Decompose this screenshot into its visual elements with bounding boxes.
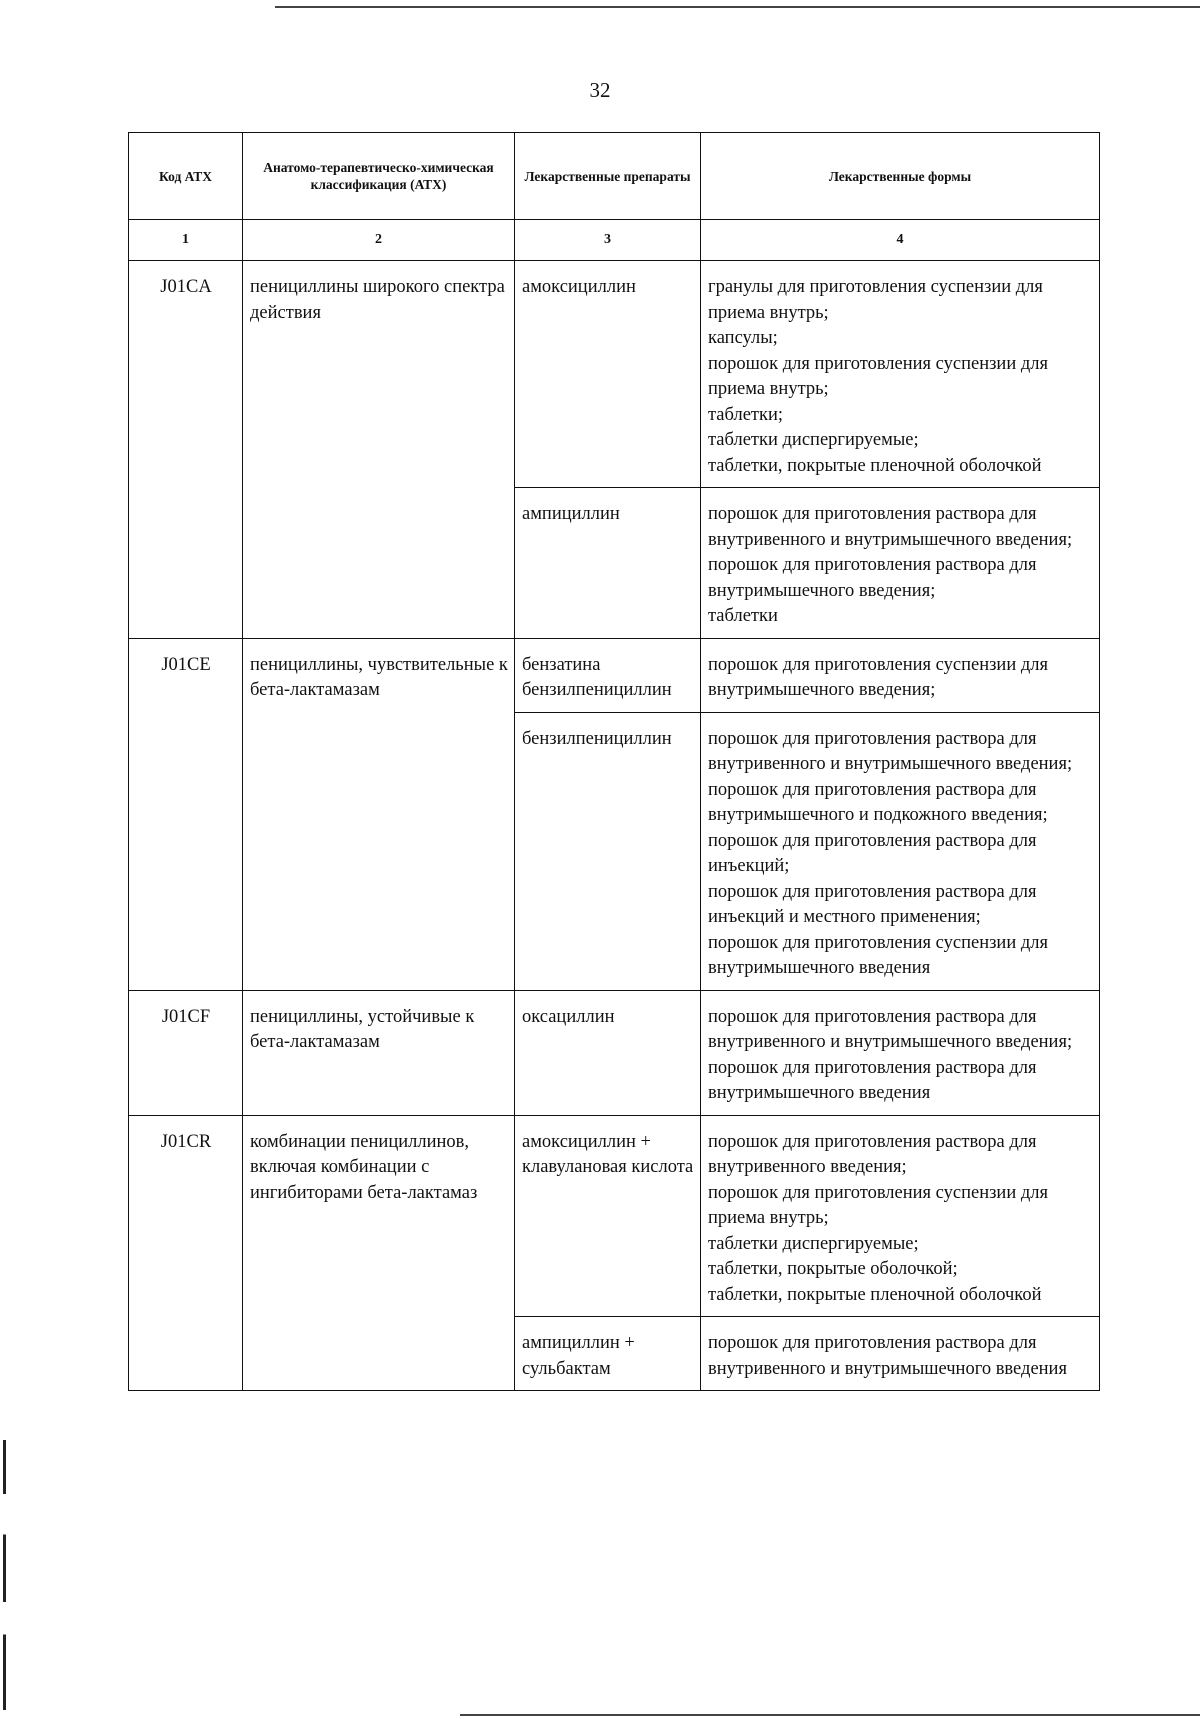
header-classification: Анатомо-терапевтическо-химическая классификация (АТХ) [243,133,515,220]
dosage-form: порошок для приготовления раствора для инъекций и местного применения; [708,881,1037,927]
dosage-form: таблетки; [708,404,784,425]
dosage-form: таблетки, покрытые пленочной оболочкой [708,1284,1042,1305]
drug-name-cell: оксациллин [515,990,701,1115]
classification-cell: пенициллины, чувствительные к бета-лактамазам [243,638,515,990]
dosage-forms-cell [701,488,1100,639]
dosage-form: порошок для приготовления суспензии для внутримышечного введения; [708,654,1049,700]
dosage-form: порошок для приготовления суспензии для приема внутрь; [708,353,1049,399]
column-number: 3 [515,220,701,261]
dosage-form: гранулы для приготовления суспензии для приема внутрь; [708,277,1043,323]
header-drugs: Лекарственные препараты [515,133,701,220]
dosage-form: порошок для приготовления раствора для внутримышечного введения; [708,555,1037,601]
drug-name-cell: бензилпенициллин [515,712,701,990]
dosage-form: таблетки диспергируемые; [708,430,919,450]
atc-drug-table [128,132,1100,1391]
header-dosage-forms: Лекарственные формы [701,133,1100,220]
scan-artifact-bottom-line [460,1714,1200,1716]
atc-code-cell: J01CA [129,261,243,639]
dosage-form: порошок для приготовления раствора для внутривенного и внутримышечного введения; [708,1006,1073,1052]
drug-name-cell: ампициллин [515,488,701,639]
dosage-form: порошок для приготовления суспензии для приема внутрь; [708,1182,1049,1228]
table-row [129,990,1100,1115]
dosage-form: порошок для приготовления раствора для внутримышечного введения [708,1057,1037,1103]
dosage-forms-cell [701,990,1100,1115]
atc-code-cell: J01CR [129,1115,243,1391]
dosage-form: таблетки, покрытые пленочной оболочкой [708,455,1042,476]
atc-code-cell: J01CF [129,990,243,1115]
classification-cell: пенициллины, устойчивые к бета-лактамазам [243,990,515,1115]
dosage-form: порошок для приготовления раствора для внутривенного и внутримышечного введения; [708,728,1073,774]
dosage-forms-cell [701,712,1100,990]
table-row [129,1115,1100,1317]
dosage-form: таблетки, покрытые оболочкой; [708,1259,958,1279]
table-row [129,638,1100,712]
drug-name-cell: амоксициллин + клавулановая кислота [515,1115,701,1317]
dosage-forms-cell [701,1317,1100,1391]
drug-name-cell: ампициллин + сульбактам [515,1317,701,1391]
drug-name-cell: бензатина бензилпенициллин [515,638,701,712]
dosage-form: таблетки диспергируемые; [708,1233,919,1254]
page-number: 32 [589,78,611,102]
dosage-form: порошок для приготовления раствора для внутривенного и внутримышечного введения [708,1333,1067,1379]
dosage-forms-cell [701,638,1100,712]
dosage-form: порошок для приготовления раствора для внутривенного введения; [708,1131,1037,1177]
scan-artifact-left-edge [3,1440,6,1710]
column-number: 4 [701,220,1100,261]
dosage-forms-cell [701,261,1100,488]
column-number: 1 [129,220,243,261]
header-atc-code: Код АТХ [129,133,243,220]
drug-name-cell: амоксициллин [515,261,701,488]
dosage-form: порошок для приготовления раствора для внутривенного и внутримышечного введения; [708,504,1073,550]
scan-artifact-top-line [275,6,1200,8]
column-number: 2 [243,220,515,261]
dosage-form: капсулы; [708,328,778,348]
dosage-form: порошок для приготовления раствора для инъекций; [708,830,1037,876]
classification-cell: комбинации пенициллинов, включая комбинации с ингибиторами бета-лактамаз [243,1115,515,1391]
dosage-form: порошок для приготовления суспензии для внутримышечного введения [708,932,1049,978]
atc-code-cell: J01CE [129,638,243,990]
table-header-row [129,133,1100,220]
dosage-form: порошок для приготовления раствора для внутримышечного и подкожного введения; [708,779,1048,825]
classification-cell: пенициллины широкого спектра действия [243,261,515,639]
dosage-forms-cell [701,1115,1100,1317]
dosage-form: таблетки [708,606,778,626]
column-number-row [129,220,1100,261]
table-row [129,261,1100,488]
